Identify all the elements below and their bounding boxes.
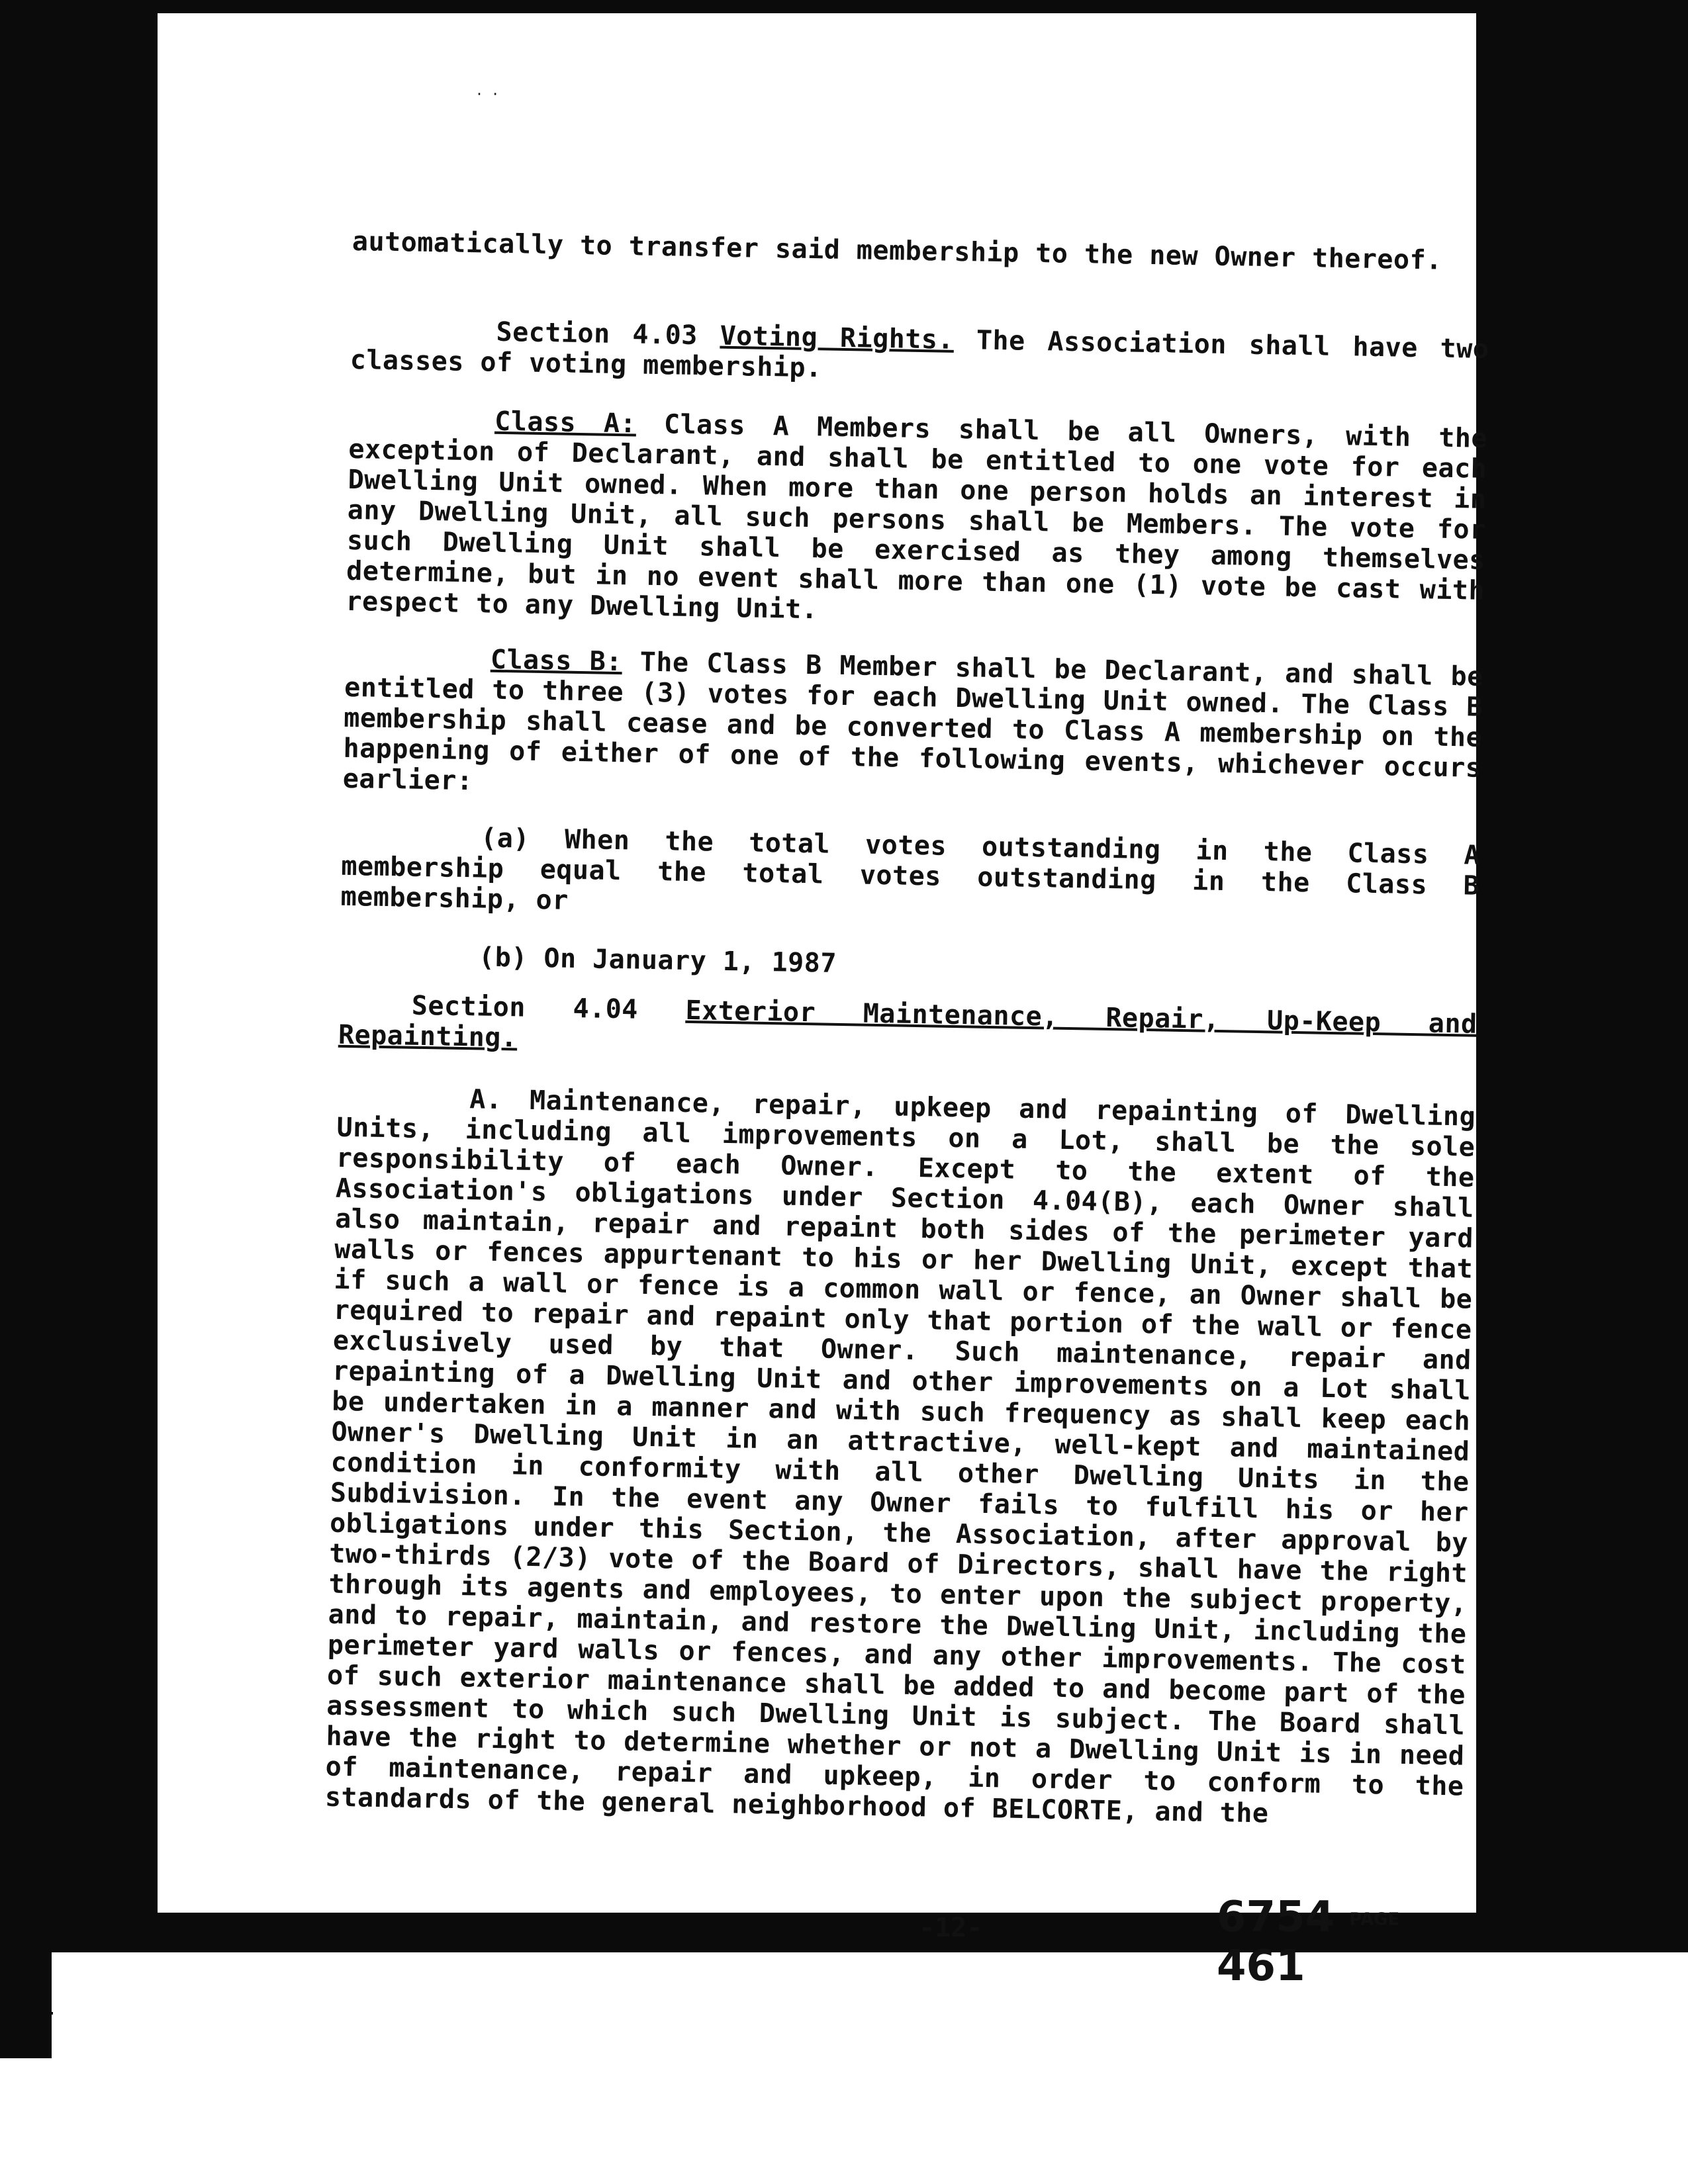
item-b-label: (b) [478,942,528,974]
book-number: 6754 [1217,1893,1335,1942]
paragraph-a-label: A. [469,1084,502,1116]
class-a-text: Class A Members shall be all Owners, with the exception of Declarant, and shall be entitled to one vote for each Dwelling Unit owned. When more than one person holds an interest in any Dwelling Unit, all such persons shall be Members. The vote for such Dwelling Unit shall be exercised as they among themselves determine, but in no event shall more than one (1) vote be cast with respect to any Dwelling Unit. [346,409,1488,625]
item-a-paragraph [340,821,1480,932]
intro-text: automatically to transfer said membership to the new Owner thereof. [352,226,1443,276]
section-4-03-label: Section 4.03 [496,316,698,351]
paragraph-a-text: Maintenance, repair, upkeep and repainting of Dwelling Units, including all improvements on a Lot, shall be the sole responsibility of each Owner. Except to the extent of the Association's obligations under Section 4.04(B), each Owner shall also maintain, repair and repaint both sides of the perimeter yard walls or fences appurtenant to his or her Dwelling Unit, except that if such a wall or fence is a common wall or fence, an Owner shall be required to repair and repaint only that portion of the wall or fence exclusively used by that Owner. Such maintenance, repair and repainting of a Dwelling Unit and other improvements on a Lot shall be undertaken in a manner and with such frequency as shall keep each Owner's Dwelling Unit in an attractive, well-kept and maintained condition in conformity with all other Dwelling Units in the Subdivision. In the event any Owner fails to fulfill his or her obligations under this Section, the Association, after approval by two-thirds (2/3) vote of the Board of Directors, shall have the right through its agents and employees, to enter upon the subject property, and to repair, maintain, and restore the Dwelling Unit, including the perimeter yard walls or fences, and any other improvements. The cost of such exterior maintenance shall be added to and become part of the assessment to which such Dwelling Unit is subject. The Board shall have the right to determine whether or not a Dwelling Unit is in need of maintenance, repair and upkeep, in order to conform to the standards of the general neighborhood of BELCORTE, and the [324,1085,1476,1829]
scan-border-corner [0,1946,52,2058]
page-content [324,13,1495,1829]
item-b-paragraph [340,940,1479,990]
scan-specks: · · [475,86,500,102]
scan-border-right [1476,0,1688,1946]
section-4-04-label: Section 4.04 [411,990,639,1025]
section-4-04 [338,989,1477,1070]
page-number: -12- [919,1913,983,1943]
class-b-label: Class B: [490,644,623,678]
book-page-stamp [1217,1893,1476,1991]
section-4-03-text: The Association shall have two classes of voting membership. [350,325,1489,384]
scan-border-top [0,0,1688,13]
section-4-03 [350,314,1489,395]
class-b-text: The Class B Member shall be Declarant, and shall be entitled to three (3) votes for each Dwelling Unit owned. The Class B membership shall cease and be converted to Class A membership on the happening of either of one of the following events, whichever occurs earlier: [342,647,1484,797]
class-a-paragraph [346,404,1487,637]
section-4-04-title: Exterior Maintenance, Repair, Up-Keep and Repainting. [338,995,1477,1054]
item-a-text: When the total votes outstanding in the Class A membership equal the total votes outstanding in the Class B membership, or [340,824,1481,916]
class-a-label: Class A: [494,406,637,439]
item-a-label: (a) [480,823,530,854]
scan-mark [20,2012,53,2015]
document-page [158,13,1489,1991]
intro-paragraph [352,226,1491,277]
paragraph-a [325,1082,1476,1833]
stamp-page-number: 461 [1217,1942,1305,1991]
item-b-text: On January 1, 1987 [543,943,837,979]
scan-border-left [0,0,158,1946]
class-b-paragraph [342,642,1483,814]
section-4-03-title: Voting Rights. [720,320,955,355]
page-label: PAGE [1349,1909,1400,1930]
